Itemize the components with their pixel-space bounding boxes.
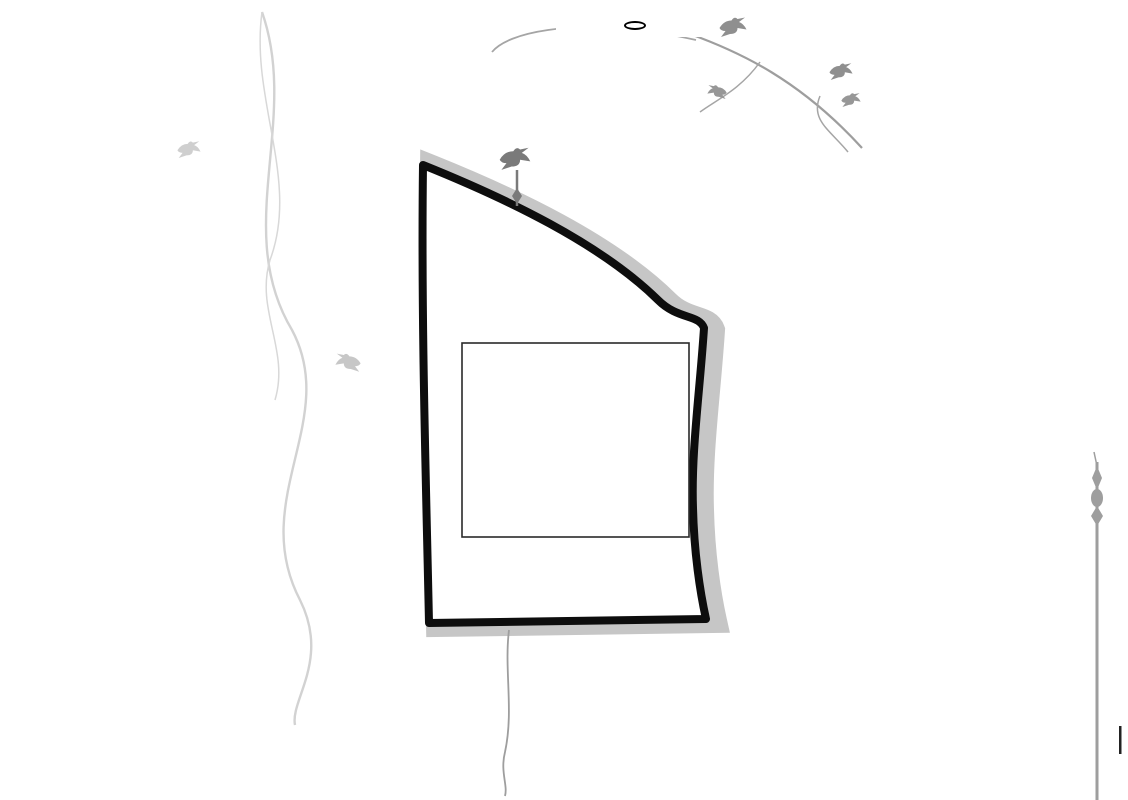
crop-mark xyxy=(1119,726,1122,754)
title-block xyxy=(543,102,803,109)
logo-emblem xyxy=(423,148,715,625)
bird-icon xyxy=(829,63,852,80)
sample-box xyxy=(462,343,689,537)
bird-icon xyxy=(707,85,726,99)
perched-bird-icon xyxy=(500,148,531,170)
publisher-label xyxy=(556,17,714,37)
right-edge-rule xyxy=(1091,452,1122,800)
site-url xyxy=(624,21,646,30)
bird-icon xyxy=(720,18,747,38)
left-vine-decoration xyxy=(177,12,360,725)
bird-icon xyxy=(841,93,860,107)
top-branch-decoration xyxy=(492,18,862,153)
bottom-vine-decoration xyxy=(503,630,509,796)
